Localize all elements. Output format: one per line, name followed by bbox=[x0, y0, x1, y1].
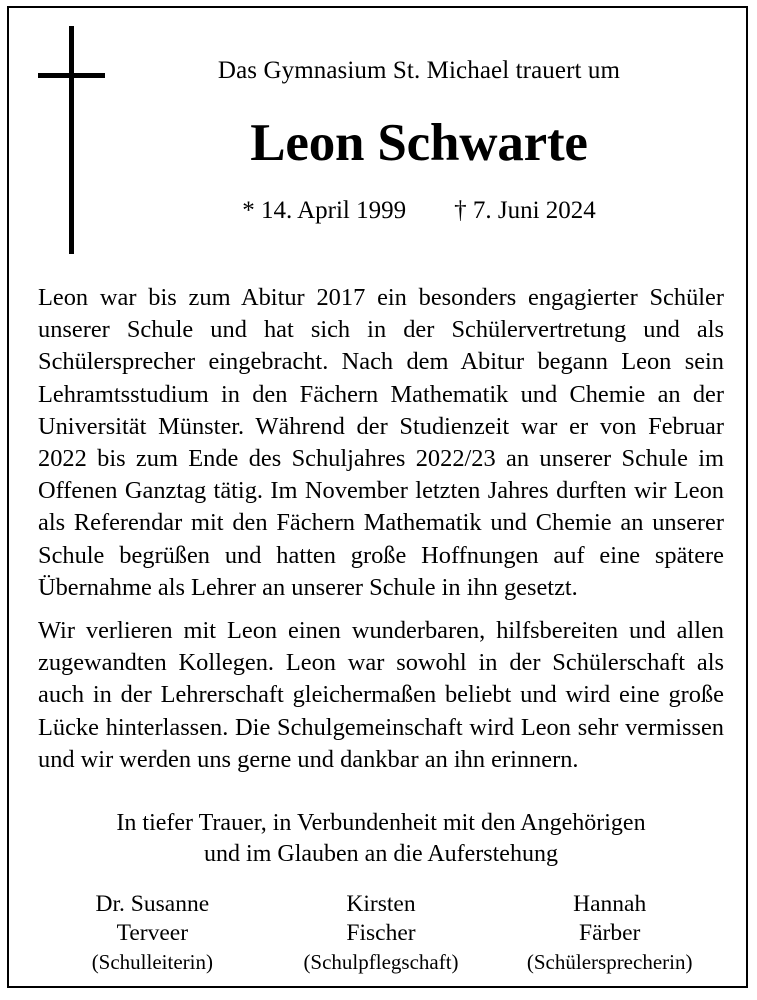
closing-line-1: In tiefer Trauer, in Verbundenheit mit den Angehörigen bbox=[116, 810, 646, 836]
birth-star-icon: * bbox=[242, 197, 255, 224]
obituary-paragraph: Leon war bis zum Abitur 2017 ein besonders engagierter Schüler unserer Schule und hat sich in der Schülervertretung und als Schülersprecher eingebracht. Nach dem Abitur begann Leon sein Lehramtsstudium in den Fächern Mathematik und Chemie an der Universität Münster. Während der Studienzeit war er von Februar 2022 bis zum Ende des Schuljahres 2022/23 an unserer Schule im Offenen Ganztag tätig. Im November letzten Jahres durften wir Leon als Referendar mit den Fächern Mathematik und Chemie an unserer Schule begrüßen und hatten große Hoffnungen auf eine spätere Übernahme als Lehrer an unserer Schule in ihn gesetzt. bbox=[38, 284, 724, 601]
signatory-name-line-1: Hannah bbox=[573, 891, 647, 917]
obituary-paragraph: Wir verlieren mit Leon einen wunderbaren, hilfsbereiten und allen zugewandten Kollegen. Leon war sowohl in der Schülerschaft als auch in der Lehrerschaft gleichermaßen beliebt und wird eine große Lücke hinterlassen. Die Schulgemeinschaft wird Leon sehr vermissen und wir werden uns gerne und dankbar an ihn erinnern. bbox=[38, 617, 724, 773]
life-dates bbox=[129, 196, 709, 226]
signatory-name-line-2: Färber bbox=[579, 920, 641, 946]
closing-message bbox=[38, 808, 724, 870]
latin-cross-icon bbox=[37, 26, 117, 256]
cross-vertical-bar bbox=[69, 26, 74, 254]
signatory-name-line-1: Kirsten bbox=[346, 891, 416, 917]
signatories-block bbox=[38, 890, 724, 977]
signatory-name-line-2: Terveer bbox=[116, 920, 189, 946]
birth-date bbox=[242, 197, 406, 224]
cross-horizontal-bar bbox=[38, 73, 105, 78]
signatory-name-line-2: Fischer bbox=[346, 920, 416, 946]
signatory-role: (Schulleiterin) bbox=[91, 950, 213, 974]
signatory bbox=[267, 890, 496, 977]
mourning-intro-line: Das Gymnasium St. Michael trauert um bbox=[217, 57, 621, 84]
signatory-role: (Schulpflegschaft) bbox=[303, 950, 459, 974]
death-date bbox=[454, 197, 596, 224]
signatory-name-line-1: Dr. Susanne bbox=[95, 891, 210, 917]
birth-date-value: 14. April 1999 bbox=[260, 197, 407, 224]
death-dagger-icon: † bbox=[454, 197, 467, 224]
closing-line-2: und im Glauben an die Auferstehung bbox=[204, 841, 558, 867]
obituary-notice bbox=[7, 6, 748, 988]
deceased-name: Leon Schwarte bbox=[250, 114, 588, 172]
obituary-body bbox=[38, 282, 724, 776]
death-date-value: 7. Juni 2024 bbox=[472, 197, 596, 224]
signatory bbox=[495, 890, 724, 977]
signatory bbox=[38, 890, 267, 977]
signatory-role: (Schülersprecherin) bbox=[526, 950, 693, 974]
obituary-header bbox=[129, 56, 709, 226]
